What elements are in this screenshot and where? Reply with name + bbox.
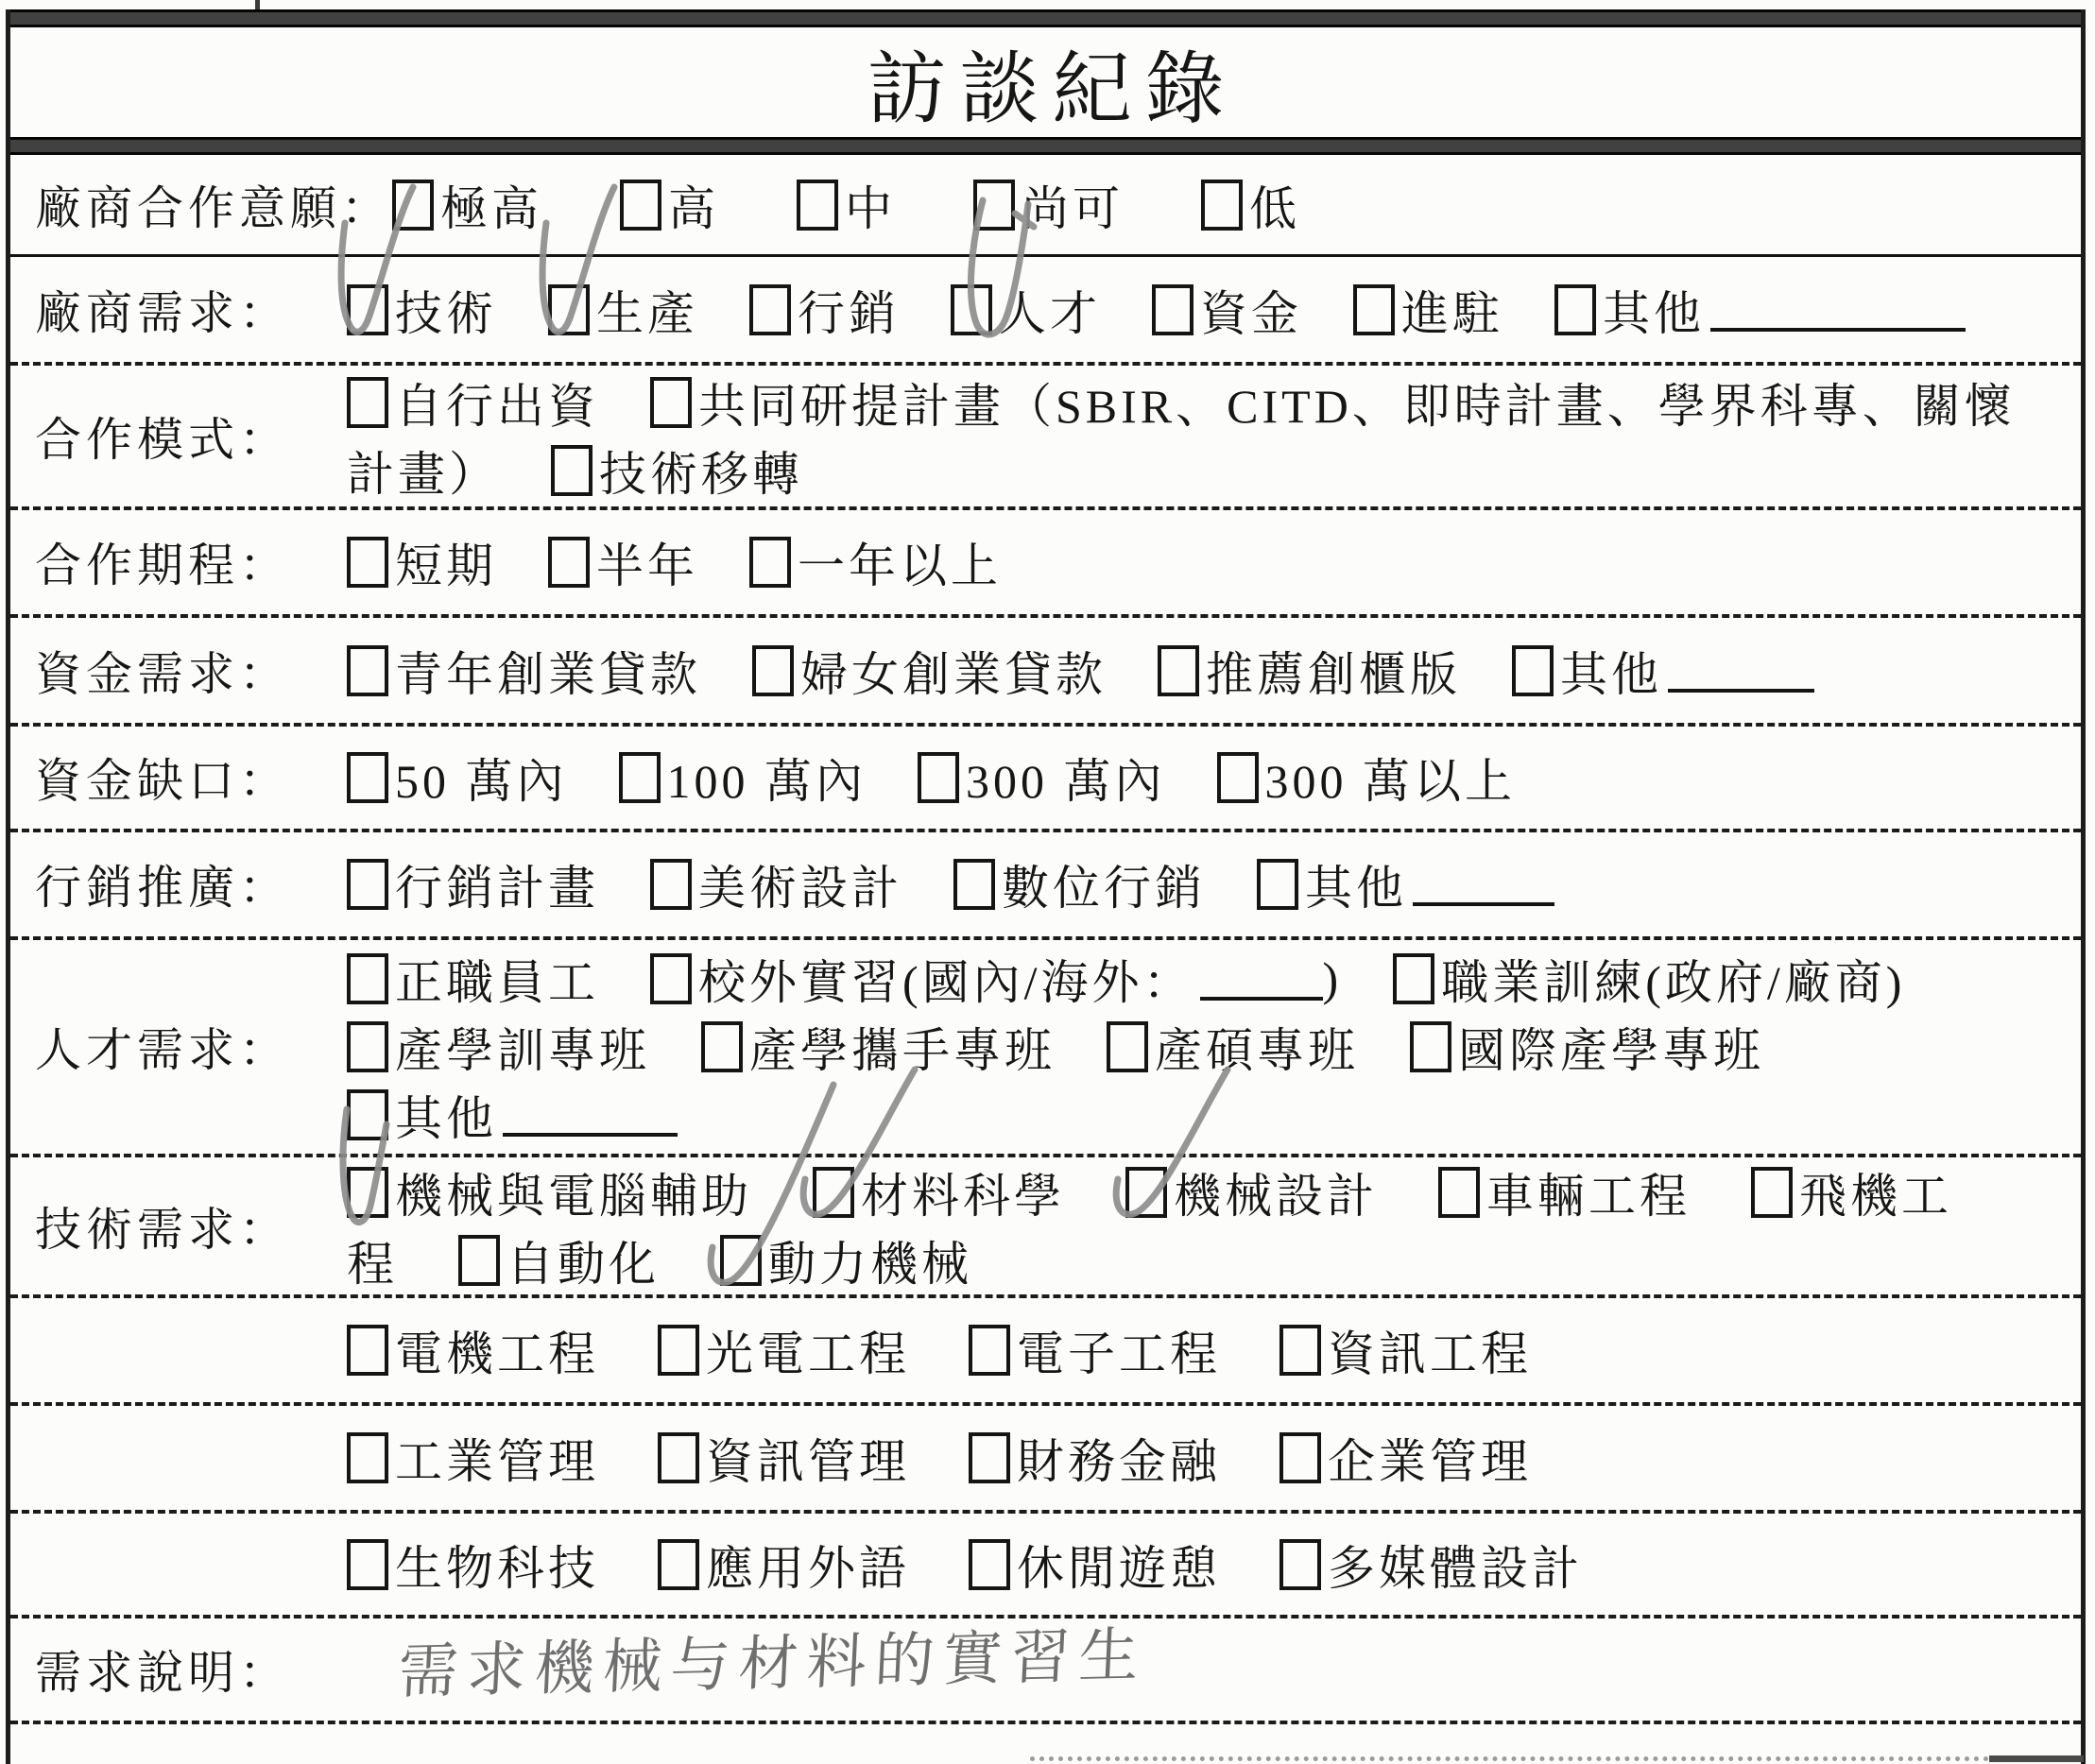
checkbox[interactable] bbox=[347, 859, 388, 910]
form-row bbox=[10, 1618, 2081, 1724]
checkbox[interactable] bbox=[347, 752, 388, 803]
checkbox-option bbox=[749, 276, 900, 344]
checkbox-option bbox=[1353, 276, 1503, 344]
option-label: 其他 bbox=[1560, 647, 1662, 701]
continuation-text: 計畫） bbox=[347, 447, 500, 501]
checkbox-option bbox=[347, 1424, 599, 1492]
row-label: 廠商需求： bbox=[35, 286, 291, 339]
row-content bbox=[347, 276, 2081, 344]
checkbox-option bbox=[347, 528, 497, 596]
option-label: 產碩專班 bbox=[1155, 1024, 1359, 1077]
scan-artifact-bottom-dotted-line bbox=[1030, 1756, 1989, 1761]
checkbox[interactable] bbox=[458, 1235, 500, 1286]
option-line bbox=[347, 1013, 2081, 1081]
checkbox[interactable] bbox=[1279, 1325, 1321, 1376]
option-label: 工業管理 bbox=[395, 1435, 599, 1488]
fill-in-blank[interactable] bbox=[1710, 288, 1966, 332]
option-label: 中 bbox=[845, 181, 897, 235]
option-line bbox=[347, 1316, 2081, 1384]
option-label: 50 萬內 bbox=[395, 755, 568, 808]
option-label: 生產 bbox=[596, 286, 698, 340]
checkbox-option bbox=[1279, 1424, 1532, 1492]
checkbox-option bbox=[347, 276, 497, 344]
checkbox[interactable] bbox=[347, 377, 388, 428]
checkbox-option bbox=[347, 1158, 752, 1226]
checkbox[interactable] bbox=[347, 953, 388, 1004]
checkbox[interactable] bbox=[620, 180, 661, 231]
option-label: 極高 bbox=[440, 181, 543, 235]
fill-in-blank[interactable] bbox=[1200, 957, 1323, 1001]
checkbox-option bbox=[650, 368, 2016, 437]
checkbox[interactable] bbox=[347, 537, 388, 588]
option-label: 一年以上 bbox=[798, 539, 1002, 592]
checkbox-option bbox=[1279, 1531, 1583, 1599]
checkbox-option bbox=[953, 850, 1206, 918]
checkbox[interactable] bbox=[347, 1167, 388, 1218]
option-label: 其他 bbox=[395, 1092, 497, 1145]
form-title: 訪談紀錄 bbox=[867, 45, 1238, 134]
row-content bbox=[347, 850, 2081, 918]
row-content bbox=[347, 1424, 2081, 1492]
form-row bbox=[10, 1157, 2081, 1298]
checkbox-option bbox=[347, 1013, 650, 1081]
checkbox[interactable] bbox=[347, 645, 388, 696]
option-label: 行銷 bbox=[798, 286, 900, 340]
option-label: 國際產學專班 bbox=[1458, 1024, 1764, 1077]
option-label: 青年創業貸款 bbox=[395, 647, 701, 701]
checkbox-option bbox=[347, 945, 599, 1013]
checkbox[interactable] bbox=[650, 859, 692, 910]
option-line bbox=[347, 1226, 2081, 1294]
option-label: 飛機工 bbox=[1799, 1169, 1952, 1223]
option-label: 正職員工 bbox=[395, 956, 599, 1009]
row-label: 需求說明： bbox=[35, 1647, 291, 1699]
checkbox[interactable] bbox=[1125, 1167, 1167, 1218]
checkbox[interactable] bbox=[1554, 284, 1596, 335]
checkbox-option bbox=[1125, 1158, 1378, 1226]
option-label: 車輛工程 bbox=[1486, 1169, 1691, 1223]
checkbox-option bbox=[1158, 637, 1461, 705]
row-label: 資金需求： bbox=[35, 647, 291, 700]
option-label: 半年 bbox=[596, 539, 698, 592]
form-row bbox=[10, 155, 2081, 257]
option-label: 電子工程 bbox=[1017, 1327, 1221, 1380]
option-label: 共同研提計畫（SBIR、CITD、即時計畫、學界科專、關懷 bbox=[698, 379, 2016, 433]
checkbox-option bbox=[548, 528, 698, 596]
checkbox-option bbox=[347, 1316, 599, 1384]
option-label: 100 萬內 bbox=[666, 755, 867, 808]
option-line bbox=[347, 850, 2081, 918]
row-label: 廠商合作意願： bbox=[35, 181, 393, 234]
checkbox[interactable] bbox=[1279, 1432, 1321, 1483]
checkbox[interactable] bbox=[347, 1089, 388, 1140]
fill-in-blank[interactable] bbox=[503, 1093, 678, 1137]
option-label: 應用外語 bbox=[706, 1541, 910, 1595]
row-content bbox=[347, 945, 2081, 1149]
handwritten-note: 需求機械与材料的實習生 bbox=[397, 1619, 1149, 1706]
fill-in-blank[interactable] bbox=[1413, 863, 1554, 906]
checkbox-option bbox=[1554, 276, 1966, 344]
row-content bbox=[347, 1619, 2081, 1710]
checkbox[interactable] bbox=[1152, 284, 1193, 335]
option-line bbox=[347, 368, 2081, 437]
option-label: 職業訓練(政府/廠商) bbox=[1441, 956, 1906, 1009]
option-label: 人才 bbox=[999, 286, 1101, 340]
option-label: 資金 bbox=[1200, 286, 1302, 340]
checkbox[interactable] bbox=[969, 1432, 1010, 1483]
option-label: 校外實習(國內/海外： bbox=[698, 956, 1194, 1009]
checkbox[interactable] bbox=[752, 645, 794, 696]
option-label: 行銷計畫 bbox=[395, 862, 599, 915]
title-row bbox=[10, 27, 2081, 137]
checkbox-option bbox=[458, 1226, 660, 1294]
option-label: 美術設計 bbox=[698, 862, 902, 915]
checkbox[interactable] bbox=[1393, 953, 1434, 1004]
checkbox-option bbox=[620, 171, 719, 239]
checkbox[interactable] bbox=[347, 1325, 388, 1376]
checkbox-option bbox=[1512, 637, 1814, 705]
checkbox[interactable] bbox=[969, 1539, 1010, 1590]
row-content bbox=[347, 1316, 2081, 1384]
checkbox-option bbox=[1279, 1316, 1532, 1384]
checkbox[interactable] bbox=[650, 953, 692, 1004]
option-label: 產學訓專班 bbox=[395, 1024, 650, 1077]
option-line bbox=[347, 276, 2081, 344]
checkbox-option bbox=[548, 276, 698, 344]
row-content bbox=[347, 528, 2081, 596]
form-row bbox=[10, 727, 2081, 832]
option-line bbox=[347, 945, 2081, 1013]
checkbox[interactable] bbox=[347, 1021, 388, 1072]
option-label: 電機工程 bbox=[395, 1327, 599, 1380]
checkbox-option bbox=[969, 1531, 1221, 1599]
checkbox-option bbox=[347, 637, 701, 705]
option-label: 300 萬內 bbox=[966, 755, 1166, 808]
option-label: 動力機械 bbox=[768, 1237, 972, 1291]
option-label: 尚可 bbox=[1022, 181, 1125, 235]
checkbox-option bbox=[1393, 945, 1905, 1013]
checkbox[interactable] bbox=[951, 284, 992, 335]
row-label: 行銷推廣： bbox=[35, 862, 291, 914]
checkbox[interactable] bbox=[1410, 1021, 1451, 1072]
checkbox-option bbox=[720, 1226, 972, 1294]
checkbox-option bbox=[752, 637, 1107, 705]
checkbox[interactable] bbox=[749, 284, 791, 335]
checkbox[interactable] bbox=[1438, 1167, 1480, 1218]
checkbox-option bbox=[969, 1424, 1221, 1492]
checkbox[interactable] bbox=[1512, 645, 1554, 696]
row-label: 人才需求： bbox=[35, 1024, 291, 1076]
row-content bbox=[347, 637, 2081, 705]
checkbox-option bbox=[650, 850, 902, 918]
checkbox[interactable] bbox=[347, 1432, 388, 1483]
option-label: 300 萬以上 bbox=[1264, 755, 1516, 808]
row-content bbox=[347, 744, 2081, 812]
checkbox-option bbox=[650, 945, 1342, 1013]
checkbox-option bbox=[1410, 1013, 1764, 1081]
option-label: 推薦創櫃版 bbox=[1206, 647, 1461, 701]
checkbox[interactable] bbox=[551, 445, 592, 496]
option-line bbox=[347, 528, 2081, 596]
option-label: 高 bbox=[668, 181, 720, 235]
form-row bbox=[10, 366, 2081, 510]
checkbox[interactable] bbox=[1353, 284, 1395, 335]
option-label: 低 bbox=[1249, 181, 1301, 235]
checkbox[interactable] bbox=[658, 1325, 699, 1376]
row-label: 合作模式： bbox=[35, 413, 291, 466]
checkbox[interactable] bbox=[658, 1539, 699, 1590]
checkbox[interactable] bbox=[1217, 752, 1259, 803]
row-content bbox=[347, 1531, 2081, 1599]
option-label: 材料科學 bbox=[861, 1169, 1065, 1223]
row-content bbox=[347, 368, 2081, 505]
checkbox-option bbox=[347, 744, 568, 812]
checkbox-option bbox=[347, 368, 599, 437]
checkbox-option bbox=[749, 528, 1002, 596]
checkbox[interactable] bbox=[392, 180, 434, 231]
option-line bbox=[347, 437, 2081, 505]
option-label: 技術 bbox=[395, 286, 497, 340]
checkbox-option bbox=[813, 1158, 1065, 1226]
checkbox-option bbox=[1107, 1013, 1359, 1081]
checkbox-option bbox=[347, 1531, 599, 1599]
form-row bbox=[10, 1298, 2081, 1406]
option-label: 機械與電腦輔助 bbox=[395, 1169, 752, 1223]
option-label: 技術移轉 bbox=[599, 447, 803, 501]
checkbox-option bbox=[658, 1531, 910, 1599]
checkbox[interactable] bbox=[918, 752, 959, 803]
checkbox[interactable] bbox=[1751, 1167, 1793, 1218]
checkbox-option bbox=[392, 171, 542, 239]
form-row bbox=[10, 832, 2081, 940]
form-row bbox=[10, 618, 2081, 727]
checkbox-option bbox=[1751, 1158, 1952, 1226]
form-row bbox=[10, 257, 2081, 366]
checkbox-option bbox=[1217, 744, 1517, 812]
checkbox[interactable] bbox=[797, 180, 838, 231]
checkbox[interactable] bbox=[548, 284, 590, 335]
checkbox[interactable] bbox=[619, 752, 661, 803]
option-label: 休閒遊憩 bbox=[1017, 1541, 1221, 1595]
option-line bbox=[347, 1081, 2081, 1149]
checkbox-option bbox=[1152, 276, 1302, 344]
option-label: 進駐 bbox=[1401, 286, 1503, 340]
interview-record-form bbox=[6, 9, 2086, 1764]
checkbox[interactable] bbox=[1257, 859, 1298, 910]
checkbox[interactable] bbox=[650, 377, 692, 428]
checkbox-option bbox=[347, 850, 599, 918]
continuation-text: 程 bbox=[347, 1237, 398, 1291]
checkbox[interactable] bbox=[813, 1167, 854, 1218]
option-label: 資訊管理 bbox=[706, 1435, 910, 1488]
checkbox-option bbox=[1201, 171, 1300, 239]
option-label-suffix: ) bbox=[1322, 952, 1343, 1005]
option-label: 自動化 bbox=[507, 1237, 660, 1291]
option-label: 多媒體設計 bbox=[1328, 1541, 1583, 1595]
option-label: 資訊工程 bbox=[1328, 1327, 1532, 1380]
option-label: 企業管理 bbox=[1328, 1435, 1532, 1488]
option-line bbox=[392, 171, 2081, 239]
checkbox-option bbox=[969, 1316, 1221, 1384]
row-label: 合作期程： bbox=[35, 539, 291, 591]
checkbox[interactable] bbox=[1279, 1539, 1321, 1590]
checkbox-option bbox=[797, 171, 896, 239]
checkbox-option bbox=[918, 744, 1166, 812]
form-row bbox=[10, 940, 2081, 1157]
form-row bbox=[10, 1406, 2081, 1514]
scan-artifact-bottom-dark-segment bbox=[1989, 1755, 2084, 1762]
checkbox-option bbox=[658, 1424, 910, 1492]
option-label: 光電工程 bbox=[706, 1327, 910, 1380]
option-label: 短期 bbox=[395, 539, 497, 592]
checkbox[interactable] bbox=[953, 859, 995, 910]
option-line bbox=[347, 1424, 2081, 1492]
checkbox[interactable] bbox=[720, 1235, 762, 1286]
option-label: 產學攜手專班 bbox=[749, 1024, 1056, 1077]
checkbox[interactable] bbox=[1158, 645, 1199, 696]
form-row bbox=[10, 510, 2081, 618]
option-label: 數位行銷 bbox=[1002, 862, 1206, 915]
checkbox-option bbox=[551, 437, 803, 505]
option-label: 其他 bbox=[1305, 862, 1407, 915]
checkbox-option bbox=[701, 1013, 1056, 1081]
checkbox-option bbox=[1438, 1158, 1691, 1226]
checkbox[interactable] bbox=[969, 1325, 1010, 1376]
checkbox[interactable] bbox=[1107, 1021, 1148, 1072]
checkbox[interactable] bbox=[347, 284, 388, 335]
row-content bbox=[392, 171, 2081, 239]
checkbox[interactable] bbox=[658, 1432, 699, 1483]
checkbox[interactable] bbox=[701, 1021, 743, 1072]
form-rows bbox=[10, 155, 2081, 1764]
divider-bar-under-title bbox=[10, 137, 2081, 155]
option-label: 生物科技 bbox=[395, 1541, 599, 1595]
option-line bbox=[347, 1158, 2081, 1226]
option-label: 財務金融 bbox=[1017, 1435, 1221, 1488]
checkbox-option bbox=[973, 171, 1124, 239]
option-label: 婦女創業貸款 bbox=[800, 647, 1107, 701]
option-line bbox=[347, 1531, 2081, 1599]
checkbox[interactable] bbox=[749, 537, 791, 588]
checkbox-option bbox=[1257, 850, 1554, 918]
option-line bbox=[347, 744, 2081, 812]
checkbox[interactable] bbox=[548, 537, 590, 588]
option-label: 機械設計 bbox=[1174, 1169, 1378, 1223]
checkbox-option bbox=[619, 744, 867, 812]
checkbox-option bbox=[347, 1081, 678, 1149]
fill-in-blank[interactable] bbox=[1668, 649, 1814, 693]
checkbox[interactable] bbox=[973, 180, 1015, 231]
row-label: 技術需求： bbox=[35, 1203, 291, 1256]
checkbox-option bbox=[658, 1316, 910, 1384]
option-line bbox=[347, 637, 2081, 705]
checkbox[interactable] bbox=[347, 1539, 388, 1590]
option-label: 自行出資 bbox=[395, 379, 599, 433]
row-label: 資金缺口： bbox=[35, 755, 291, 807]
option-label: 其他 bbox=[1603, 286, 1705, 340]
checkbox[interactable] bbox=[1201, 180, 1243, 231]
checkbox-option bbox=[951, 276, 1101, 344]
row-content bbox=[347, 1158, 2081, 1294]
